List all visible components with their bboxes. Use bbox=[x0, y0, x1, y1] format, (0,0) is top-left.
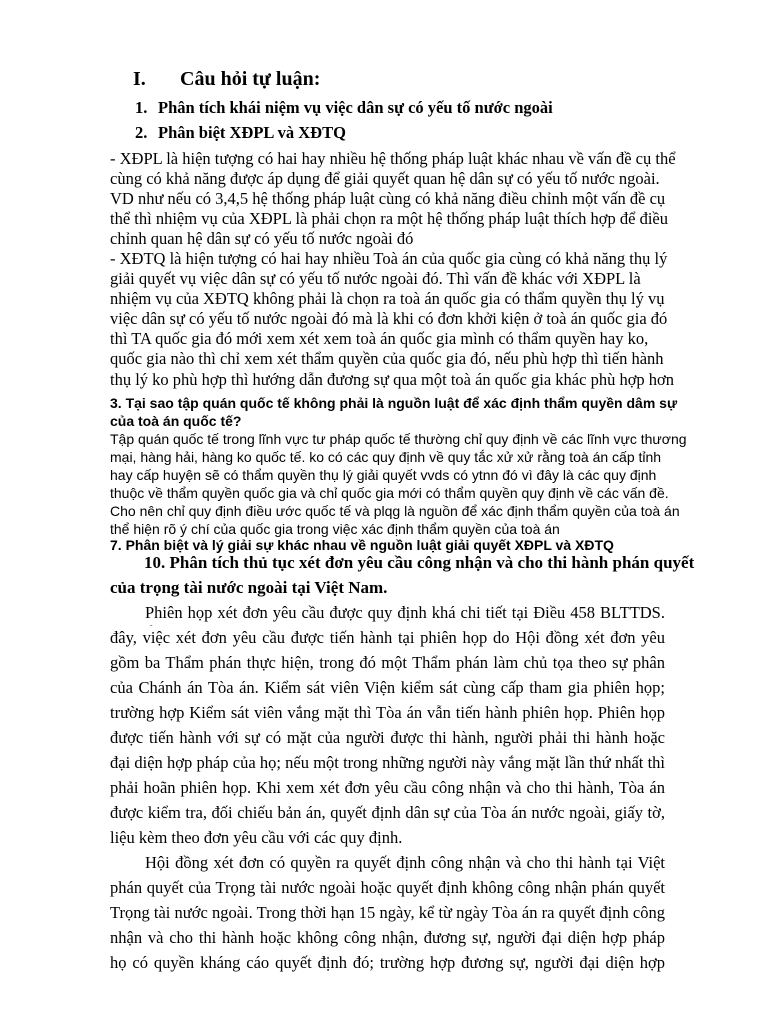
answer-2-line: thể thì nhiệm vụ của XĐPL là phải chọn ra một hệ thống pháp luật thích hợp để điều bbox=[110, 209, 668, 228]
question-2-number: 2. bbox=[135, 123, 148, 142]
question-7: 7. Phân biệt và lý giải sự khác nhau về nguồn luật giải quyết XĐPL và XĐTQ bbox=[110, 537, 614, 553]
answer-2-line: thụ lý ko phù hợp thì hướng dẫn đương sự qua một toà án quốc gia khác phù hợp hơn bbox=[110, 370, 675, 389]
answer-10-p1-line: phải hoãn phiên họp. Khi xem xét đơn yêu cầu công nhận và cho thi hành, Tòa án bbox=[110, 778, 665, 797]
answer-10-p1-line: trường hợp Kiểm sát viên vắng mặt thì Tòa án vẫn tiến hành phiên họp. Phiên họp bbox=[110, 703, 665, 722]
answer-10-p2-line: nhận và cho thi hành hoặc không công nhận, đương sự, người đại diện hợp pháp bbox=[110, 928, 665, 947]
answer-10-p1-line: liệu kèm theo đơn yêu cầu với các quy định. bbox=[110, 828, 403, 847]
answer-10-p2-line: họ có quyền kháng cáo quyết định đó; trường hợp đương sự, người đại diện hợp bbox=[110, 953, 665, 972]
question-1-text: Phân tích khái niệm vụ việc dân sự có yếu tố nước ngoài bbox=[158, 98, 553, 117]
answer-3-line: thuộc về thẩm quyền quốc gia và chỉ quốc gia mới có thẩm quyền quy định về các vấn đề. bbox=[110, 485, 669, 501]
question-2-text: Phân biệt XĐPL và XĐTQ bbox=[158, 123, 346, 142]
question-3-line: của toà án quốc tế? bbox=[110, 413, 242, 429]
question-1-number: 1. bbox=[135, 98, 148, 117]
answer-10-p1-line: gồm ba Thẩm phán thực hiện, trong đó một Thẩm phán làm chủ tọa theo sự phân bbox=[110, 653, 665, 672]
answer-2-line: chỉnh quan hệ dân sự có yếu tố nước ngoài đó bbox=[110, 229, 414, 248]
answer-10-p1-line: được kiểm tra, đối chiếu bản án, quyết định dân sự của Tòa án nước ngoài, giấy tờ, bbox=[110, 803, 665, 822]
answer-2-line: VD như nếu có 3,4,5 hệ thống pháp luật cùng có khả năng điều chỉnh một vấn đề cụ bbox=[110, 189, 666, 208]
answer-2-line: quốc gia nào thì chỉ xem xét thẩm quyền của quốc gia đó, nếu phù hợp thì tiến hành bbox=[110, 349, 664, 368]
answer-3-line: thể hiện rõ ý chí của quốc gia trong việc xác định thẩm quyền của toà án bbox=[110, 521, 560, 537]
question-10-line: 10. Phân tích thủ tục xét đơn yêu cầu công nhận và cho thi hành phán quyết bbox=[144, 553, 695, 572]
answer-2-line: - XĐPL là hiện tượng có hai hay nhiều hệ thống pháp luật khác nhau về vấn đề cụ thể bbox=[110, 149, 676, 168]
answer-2-line: - XĐTQ là hiện tượng có hai hay nhiều Toà án của quốc gia cùng có khả năng thụ lý bbox=[110, 249, 668, 268]
answer-10-p1-line: được tiến hành với sự có mặt của người được thi hành, người phải thi hành hoặc bbox=[110, 728, 665, 747]
answer-3-line: hay cấp huyện sẽ có thẩm quyền thụ lý giải quyết vvds có ytnn đó vì đây là các quy định bbox=[110, 467, 657, 483]
answer-2-line: giải quyết vụ việc dân sự có yếu tố nước ngoài đó. Thì vấn đề khác với XĐPL là bbox=[110, 269, 641, 288]
answer-3-line: Cho nên chỉ quy định điều ước quốc tế và plqg là nguồn để xác định thẩm quyền của toà án bbox=[110, 503, 680, 519]
section-title: Câu hỏi tự luận: bbox=[180, 68, 321, 90]
answer-2-line: việc dân sự có yếu tố nước ngoài đó mà là khi có đơn khởi kiện ở toà án quốc gia đó bbox=[110, 309, 668, 328]
question-3-line: 3. Tại sao tập quán quốc tế không phải là nguồn luật để xác định thẩm quyền dâm sự bbox=[110, 395, 678, 411]
answer-10-p2-line: Hội đồng xét đơn có quyền ra quyết định công nhận và cho thi hành tại Việt bbox=[145, 853, 665, 872]
question-10-line: của trọng tài nước ngoài tại Việt Nam. bbox=[110, 578, 388, 597]
answer-2-line: thì TA quốc gia đó mới xem xét xem toà án quốc gia mình có thẩm quyền hay ko, bbox=[110, 329, 649, 348]
answer-10-p2-line: phán quyết của Trọng tài nước ngoài hoặc quyết định không công nhận phán quyết bbox=[110, 878, 665, 897]
answer-10-p2-line: Trọng tài nước ngoài. Trong thời hạn 15 ngày, kể từ ngày Tòa án ra quyết định công bbox=[110, 903, 665, 922]
answer-3-line: Tập quán quốc tế trong lĩnh vực tư pháp quốc tế thường chỉ quy định về các lĩnh vực thương bbox=[110, 431, 687, 447]
answer-3-line: mại, hàng hải, hàng ko quốc tế. ko có các quy định về quy tắc xử xử rằng toà án cấp tỉnh bbox=[110, 449, 662, 465]
answer-10-p1-line: đại diện hợp pháp của họ; nếu một trong những người này vắng mặt lần thứ nhất thì bbox=[110, 753, 665, 772]
answer-10-p1-line: Phiên họp xét đơn yêu cầu được quy định khá chi tiết tại Điều 458 BLTTDS. bbox=[145, 603, 665, 622]
answer-10-p1-line: đây, việc xét đơn yêu cầu được tiến hành tại phiên họp do Hội đồng xét đơn yêu bbox=[110, 628, 665, 647]
section-roman-numeral: I. bbox=[133, 68, 146, 90]
answer-10-p1-line: của Chánh án Tòa án. Kiểm sát viên Viện kiểm sát cùng cấp tham gia phiên họp; bbox=[110, 678, 665, 697]
answer-2-line: cùng có khả năng được áp dụng để giải quyết quan hệ dân sự có yếu tố nước ngoài. bbox=[110, 169, 660, 188]
answer-2-line: nhiệm vụ của XĐTQ không phải là chọn ra toà án quốc gia có thẩm quyền thụ lý vụ bbox=[110, 289, 665, 308]
